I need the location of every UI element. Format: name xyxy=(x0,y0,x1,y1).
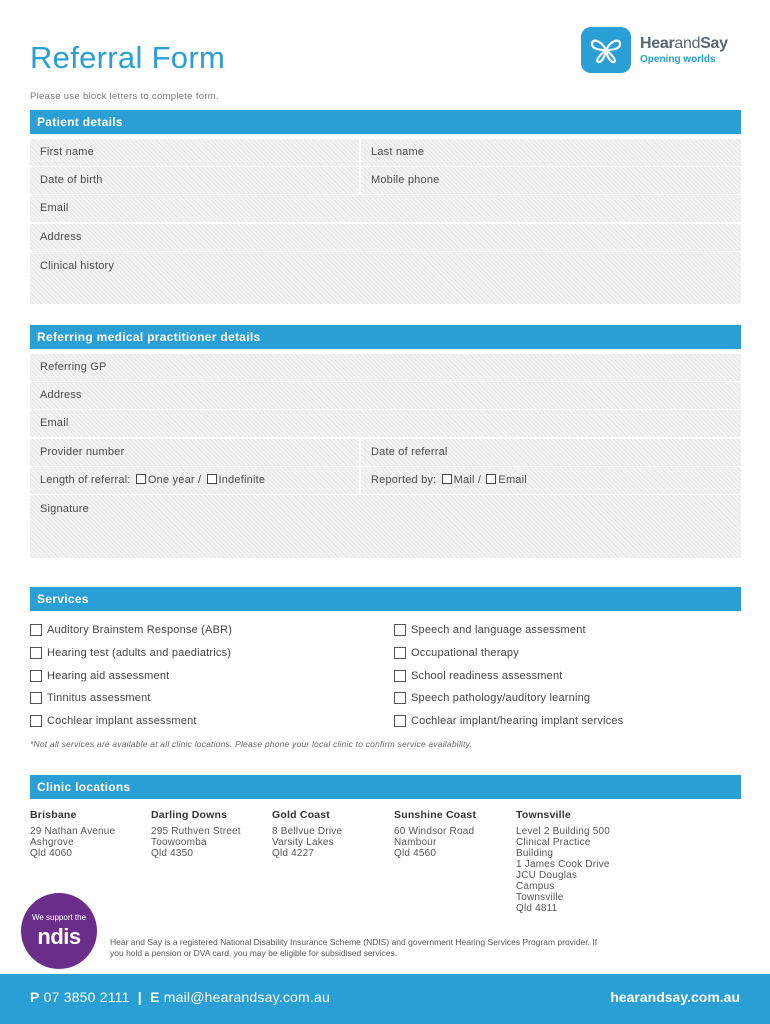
service-speech-pathology[interactable]: Speech pathology/auditory learning xyxy=(394,692,590,704)
date-of-birth-field[interactable]: Date of birth xyxy=(30,167,359,194)
service-checkbox[interactable] xyxy=(394,715,406,727)
referring-gp-field[interactable]: Referring GP xyxy=(30,354,741,381)
footer-bar xyxy=(0,974,770,1024)
clinic-brisbane: Brisbane 29 Nathan Avenue Ashgrove Qld 4060 xyxy=(30,809,116,859)
last-name-field[interactable]: Last name xyxy=(361,139,741,166)
service-checkbox[interactable] xyxy=(30,692,42,704)
patient-email-field[interactable]: Email xyxy=(30,195,741,222)
mail-label: Mail / xyxy=(453,474,482,486)
service-occupational-therapy[interactable]: Occupational therapy xyxy=(394,647,519,659)
service-speech-language[interactable]: Speech and language assessment xyxy=(394,624,586,636)
hear-and-say-logo xyxy=(581,27,728,73)
clinic-sunshine-coast: Sunshine Coast 60 Windsor Road Nambour Qld 4560 xyxy=(394,809,477,859)
service-tinnitus[interactable]: Tinnitus assessment xyxy=(30,692,151,704)
length-of-referral-row xyxy=(30,467,359,494)
services-note: *Not all services are available at all clinic locations. Please phone your local clinic to confirm service availability. xyxy=(30,739,472,749)
patient-details-heading: Patient details xyxy=(30,110,741,134)
clinic-locations-heading: Clinic locations xyxy=(30,775,741,799)
practitioner-details-heading: Referring medical practitioner details xyxy=(30,325,741,349)
signature-field[interactable]: Signature xyxy=(30,495,741,558)
email-option-label: Email xyxy=(498,474,527,486)
page-title: Referral Form xyxy=(30,40,226,75)
length-of-referral-label: Length of referral: xyxy=(40,474,131,486)
email-checkbox[interactable] xyxy=(486,474,496,484)
footer-website[interactable]: hearandsay.com.au xyxy=(610,989,740,1005)
mobile-phone-field[interactable]: Mobile phone xyxy=(361,167,741,194)
indefinite-label: Indefinite xyxy=(218,474,266,486)
service-checkbox[interactable] xyxy=(30,624,42,636)
service-checkbox[interactable] xyxy=(394,624,406,636)
provider-number-field[interactable]: Provider number xyxy=(30,439,359,466)
service-checkbox[interactable] xyxy=(394,692,406,704)
service-hearing-aid[interactable]: Hearing aid assessment xyxy=(30,670,169,682)
first-name-field[interactable]: First name xyxy=(30,139,359,166)
clinical-history-field[interactable]: Clinical history xyxy=(30,252,741,304)
mail-checkbox[interactable] xyxy=(442,474,452,484)
footer-phone[interactable]: 07 3850 2111 xyxy=(43,989,130,1005)
clinic-gold-coast: Gold Coast 8 Bellvue Drive Varsity Lakes Qld 4227 xyxy=(272,809,343,859)
reported-by-label: Reported by: xyxy=(371,474,437,486)
footer-email[interactable]: mail@hearandsay.com.au xyxy=(163,989,330,1005)
indefinite-checkbox[interactable] xyxy=(207,474,217,484)
logo-tagline: Opening worlds xyxy=(640,54,716,65)
instructions-text: Please use block letters to complete form. xyxy=(30,91,219,102)
service-school-readiness[interactable]: School readiness assessment xyxy=(394,670,563,682)
practitioner-address-field[interactable]: Address xyxy=(30,382,741,409)
clinic-townsville: Townsville Level 2 Building 500 Clinical Practice Building 1 James Cook Drive JCU Douglas Campus Townsville Qld 4811 xyxy=(516,809,611,914)
service-checkbox[interactable] xyxy=(30,715,42,727)
ndis-statement: Hear and Say is a registered National Disability Insurance Scheme (NDIS) and government Hearing Services Program provider. If you hold a pension or DVA card, you may be eligible for subsidised services. xyxy=(110,937,598,958)
one-year-label: One year / xyxy=(147,474,202,486)
butterfly-icon xyxy=(581,27,631,73)
service-checkbox[interactable] xyxy=(30,647,42,659)
service-abr[interactable]: Auditory Brainstem Response (ABR) xyxy=(30,624,232,636)
ndis-badge: We support the ndis xyxy=(21,893,97,969)
one-year-checkbox[interactable] xyxy=(136,474,146,484)
practitioner-email-field[interactable]: Email xyxy=(30,410,741,437)
services-heading: Services xyxy=(30,587,741,611)
footer-contact: P 07 3850 2111 | E mail@hearandsay.com.au xyxy=(30,989,330,1005)
reported-by-row xyxy=(361,467,741,494)
service-cochlear-assessment[interactable]: Cochlear implant assessment xyxy=(30,715,197,727)
service-checkbox[interactable] xyxy=(30,670,42,682)
clinic-darling-downs: Darling Downs 295 Ruthven Street Toowoomba Qld 4350 xyxy=(151,809,241,859)
patient-address-field[interactable]: Address xyxy=(30,224,741,251)
service-hearing-test[interactable]: Hearing test (adults and paediatrics) xyxy=(30,647,231,659)
service-checkbox[interactable] xyxy=(394,670,406,682)
logo-name: HearandSay xyxy=(640,35,728,52)
date-of-referral-field[interactable]: Date of referral xyxy=(361,439,741,466)
service-checkbox[interactable] xyxy=(394,647,406,659)
service-cochlear-implant[interactable]: Cochlear implant/hearing implant services xyxy=(394,715,623,727)
